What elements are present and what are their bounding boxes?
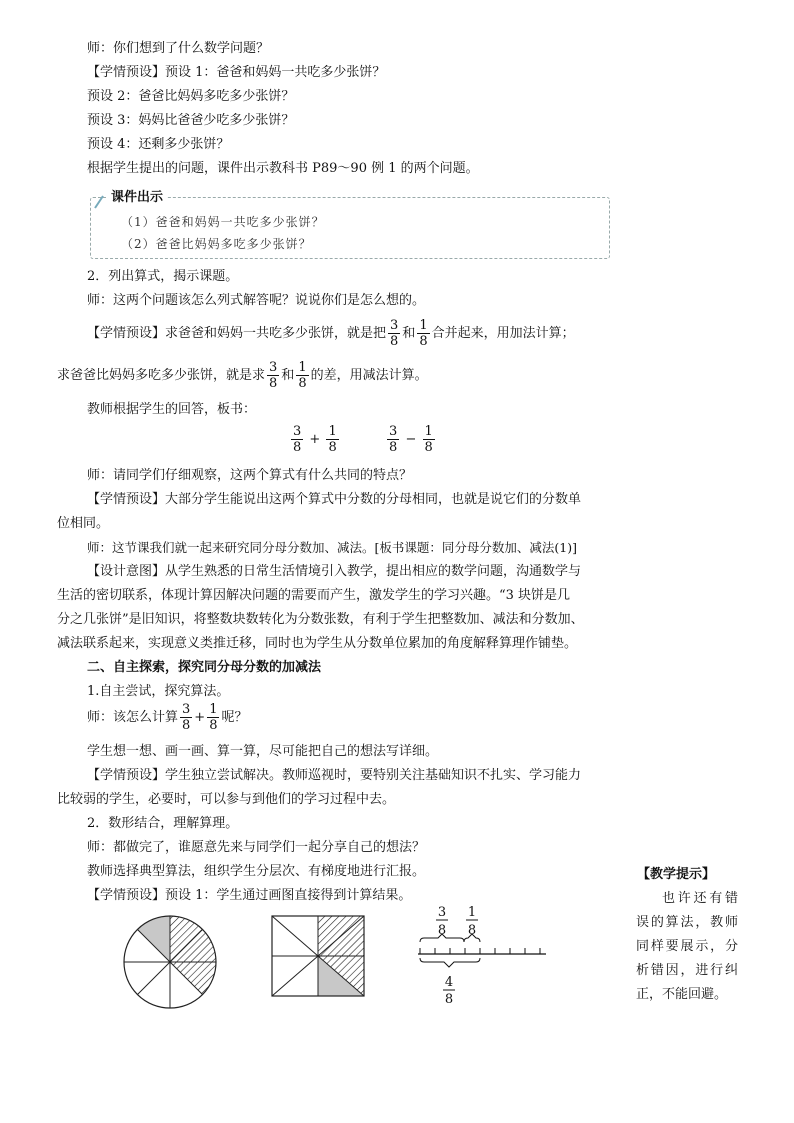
preset-drawing: 【学情预设】预设 1：学生通过画图直接得到计算结果。 bbox=[87, 888, 412, 903]
teaching-tip-body: 也许还有错误的算法，教师同样要展示，分析错因，进行纠正，不能回避。 bbox=[636, 891, 738, 1002]
part-2-heading: 二、自主探索，探究同分母分数的加减法 bbox=[87, 660, 322, 675]
teaching-tip-title: 【教学提示】 bbox=[637, 867, 716, 882]
fraction-1-8: $\frac{1}{8}$ bbox=[328, 424, 337, 455]
board-intro: 教师根据学生的回答，板书： bbox=[87, 402, 257, 417]
preset-1: 【学情预设】预设 1：爸爸和妈妈一共吃多少张饼？ bbox=[87, 65, 386, 80]
fraction-1-8: $\frac{1}{8}$ bbox=[419, 318, 428, 349]
fraction-3-8: $\frac{3}{8}$ bbox=[182, 702, 191, 733]
fraction-3-8: $\frac{3}{8}$ bbox=[389, 424, 398, 455]
fraction-1-8: $\frac{1}{8}$ bbox=[298, 360, 307, 391]
pen-icon bbox=[93, 194, 107, 210]
preset-4: 预设 4：还剩多少张饼？ bbox=[87, 137, 230, 152]
design-intent-3: 分之几张饼”是旧知识，将整数块数转化为分数张数，有利于学生把整数加、减法和分数加、 bbox=[57, 612, 584, 627]
fraction-3-8: $\frac{3}{8}$ bbox=[293, 424, 302, 455]
label-4-denominator: 8 bbox=[444, 992, 454, 1007]
design-intent-4: 减法联系起来，实现意义类推迁移，同时也为学生从分数单位累加的角度解释算理作铺垫。 bbox=[57, 636, 578, 651]
observe-answer-1: 【学情预设】大部分学生能说出这两个算式中分数的分母相同，也就是说它们的分数单 bbox=[87, 492, 582, 507]
student-think: 学生想一想、画一画、算一算，尽可能把自己的想法写详细。 bbox=[87, 744, 439, 759]
label-3-numerator: 3 bbox=[437, 905, 447, 920]
label-1-numerator: 1 bbox=[467, 905, 477, 920]
teacher-question-2: 师：这两个问题该怎么列式解答呢？说说你们是怎么想的。 bbox=[87, 293, 426, 308]
preset-subtraction: 求爸爸比妈妈多吃多少张饼，就是求 $\frac{3}{8}$ 和 $\frac{1}{8}$ 的差，用减法计算。 bbox=[57, 360, 428, 391]
observe-question: 师：请同学们仔细观察，这两个算式有什么共同的特点？ bbox=[87, 468, 413, 483]
teacher-question: 师：你们想到了什么数学问题？ bbox=[87, 41, 270, 56]
shaded-one-eighth bbox=[138, 916, 171, 962]
square-fraction-diagram bbox=[270, 914, 366, 1000]
fraction-3-8: $\frac{3}{8}$ bbox=[390, 318, 399, 349]
circle-fraction-diagram bbox=[120, 912, 220, 1012]
preset-independent-2: 比较弱的学生，必要时，可以参与到他们的学习过程中去。 bbox=[57, 792, 396, 807]
fraction-1-8: $\frac{1}{8}$ bbox=[209, 702, 218, 733]
number-line-diagram bbox=[412, 902, 552, 1008]
design-intent-2: 生活的密切联系，体现计算因解决问题的需要而产生，激发学生的学习兴趣。“3 块饼是几 bbox=[57, 588, 571, 603]
label-3-denominator: 8 bbox=[437, 923, 447, 938]
preset-2: 预设 2：爸爸比妈妈多吃多少张饼？ bbox=[87, 89, 295, 104]
courseware-title: 课件出示 bbox=[107, 189, 167, 207]
teacher-select: 教师选择典型算法，组织学生分层次、有梯度地进行汇报。 bbox=[87, 864, 426, 879]
design-intent-1: 【设计意图】从学生熟悉的日常生活情境引入教学，提出相应的数学问题，沟通数学与 bbox=[87, 564, 582, 579]
section-heading-2: 2．列出算式，揭示课题。 bbox=[87, 269, 239, 284]
label-1-denominator: 8 bbox=[467, 923, 477, 938]
label-4-numerator: 4 bbox=[444, 975, 454, 990]
preset-3: 预设 3：妈妈比爸爸少吃多少张饼？ bbox=[87, 113, 295, 128]
teacher-share: 师：都做完了，谁愿意先来与同学们一起分享自己的想法？ bbox=[87, 840, 426, 855]
courseware-question-2: （2）爸爸比妈妈多吃多少张饼？ bbox=[121, 237, 312, 251]
preset-addition: 【学情预设】求爸爸和妈妈一共吃多少张饼，就是把 $\frac{3}{8}$ 和 $\frac{1}{8}$ 合并起来，用加法计算； bbox=[87, 318, 575, 349]
courseware-box bbox=[90, 190, 610, 259]
fraction-1-8: $\frac{1}{8}$ bbox=[424, 424, 433, 455]
step-2-heading: 2．数形结合，理解算理。 bbox=[87, 816, 239, 831]
step-1-heading: 1.自主尝试，探究算法。 bbox=[87, 684, 230, 699]
courseware-question-1: （1）爸爸和妈妈一共吃多少张饼？ bbox=[121, 215, 325, 229]
preset-independent-1: 【学情预设】学生独立尝试解决。教师巡视时，要特别关注基础知识不扎实、学习能力 bbox=[87, 768, 582, 783]
calc-question: 师：该怎么计算 $\frac{3}{8}$ + $\frac{1}{8}$ 呢？ bbox=[87, 702, 248, 733]
observe-answer-2: 位相同。 bbox=[57, 516, 110, 531]
courseware-intro: 根据学生提出的问题，课件出示教科书 P89～90 例 1 的两个问题。 bbox=[87, 161, 479, 176]
lesson-topic: 师：这节课我们就一起来研究同分母分数加、减法。[板书课题：同分母分数加、减法(1)] bbox=[87, 540, 577, 555]
fraction-3-8: $\frac{3}{8}$ bbox=[269, 360, 278, 391]
board-formulas: $\frac{3}{8}$ + $\frac{1}{8}$ $\frac{3}{8}$ − $\frac{1}{8}$ bbox=[293, 424, 433, 455]
